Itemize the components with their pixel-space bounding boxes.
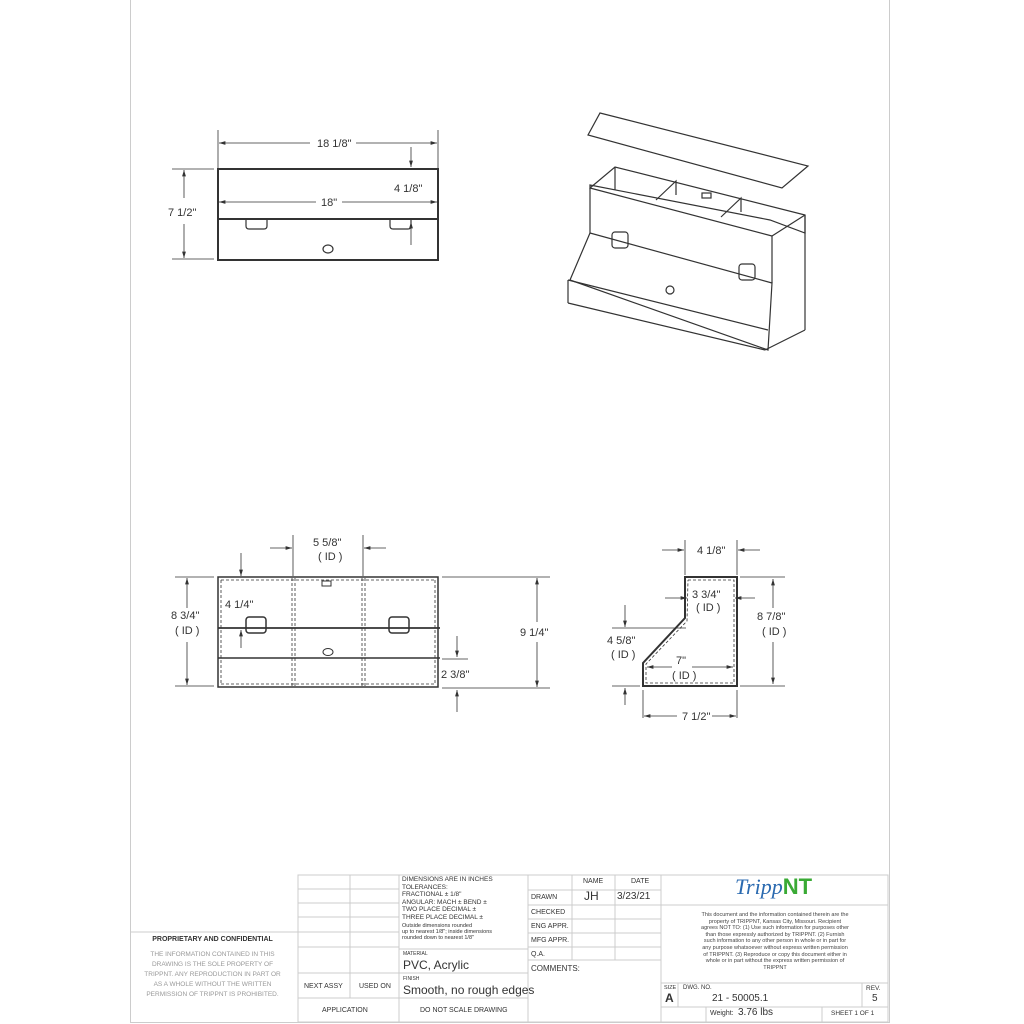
eng-appr-label: ENG APPR.: [531, 923, 569, 930]
ownership-notice: This document and the information contained therein are the property of TRIPPNT, Kansas City, Missouri. Recipient agrees NOT TO: (1) Use such information for purposes other than those expressly authorized by TRIPPNT. (2) Furnish such information to any other person in whole or in part for any purpose whatsoever without express written permission of TRIPPNT. (3) Reproduce or copy this document either in whole or in part without the express written permission of TRIPPNT: [701, 912, 849, 971]
side-view: [612, 540, 785, 718]
rev-label: REV.: [866, 985, 881, 992]
dim-side-overall-depth: 7 1/2": [682, 711, 711, 723]
tolerance-two-place: TWO PLACE DECIMAL ±: [402, 906, 477, 913]
dim-side-inner-height-note: ( ID ): [762, 626, 787, 638]
trippnt-logo: [735, 874, 812, 900]
dim-compartment-width: 5 5/8": [313, 537, 342, 549]
drawn-date: 3/23/21: [617, 891, 651, 902]
logo-script: Tripp: [735, 874, 783, 899]
weight-value: 3.76 lbs: [738, 1007, 774, 1018]
name-header: NAME: [583, 878, 604, 885]
dim-lid-depth: 4 1/8": [394, 183, 423, 195]
tolerance-angular: ANGULAR: MACH ± BEND ±: [402, 898, 487, 906]
size-label: SIZE: [664, 985, 677, 991]
used-on-label: USED ON: [359, 983, 391, 990]
tolerance-heading: TOLERANCES:: [402, 883, 448, 891]
weight-label: Weight:: [710, 1010, 734, 1017]
dim-base-inner-width: 7": [676, 655, 687, 667]
dim-base-inner-note: ( ID ): [672, 670, 697, 682]
rev-value: 5: [872, 993, 878, 1004]
date-header: DATE: [631, 878, 650, 885]
proprietary-title: PROPRIETARY AND CONFIDENTIAL: [152, 936, 273, 943]
mfg-appr-label: MFG APPR.: [531, 937, 570, 944]
rounding-note-1: Outside dimensions rounded: [402, 923, 473, 929]
do-not-scale: DO NOT SCALE DRAWING: [420, 1007, 508, 1014]
material-value: PVC, Acrylic: [403, 958, 470, 972]
checked-label: CHECKED: [531, 909, 566, 916]
drawn-label: DRAWN: [531, 894, 558, 901]
dim-compartment-note: ( ID ): [318, 551, 343, 563]
next-assy-label: NEXT ASSY: [304, 983, 343, 990]
drawn-name: JH: [584, 889, 599, 903]
dim-inner-height: 8 3/4": [171, 610, 200, 622]
dim-inner-width: 18": [321, 197, 338, 209]
finish-label: FINISH: [403, 976, 420, 982]
tolerance-fractional: FRACTIONAL ± 1/8": [402, 891, 462, 898]
dim-overall-depth: 7 1/2": [168, 207, 197, 219]
dim-side-top-width: 4 1/8": [697, 545, 726, 557]
finish-value: Smooth, no rough edges: [403, 983, 535, 997]
dwg-no-label: DWG. NO.: [683, 985, 712, 991]
application-label: APPLICATION: [322, 1007, 368, 1014]
logo-bold: NT: [782, 874, 813, 899]
dim-side-top-inner: 3 3/4": [692, 589, 721, 601]
dim-slope-height: 4 5/8": [607, 635, 636, 647]
size-value: A: [665, 991, 674, 1005]
sheet-number: SHEET 1 OF 1: [831, 1010, 875, 1017]
tolerance-units: DIMENSIONS ARE IN INCHES: [402, 876, 493, 883]
dim-inner-height-note: ( ID ): [175, 625, 200, 637]
dim-overall-width: 18 1/8": [317, 138, 352, 150]
dim-overall-height: 9 1/4": [520, 627, 549, 639]
dwg-no-value: 21 - 50005.1: [712, 993, 769, 1004]
rounding-note-2: up to nearest 1/8"; inside dimensions: [402, 929, 493, 935]
front-view: [175, 535, 550, 712]
top-view: [172, 130, 438, 260]
dim-side-inner-height: 8 7/8": [757, 611, 786, 623]
comments-label: COMMENTS:: [531, 964, 580, 973]
rounding-note-3: rounded down to nearest 1/8": [402, 935, 474, 941]
qa-label: Q.A.: [531, 951, 546, 958]
material-label: MATERIAL: [403, 951, 428, 957]
isometric-view: [568, 113, 808, 350]
dim-lid-height: 4 1/4": [225, 599, 254, 611]
tolerance-three-place: THREE PLACE DECIMAL ±: [402, 913, 483, 921]
dim-base-height: 2 3/8": [441, 669, 470, 681]
dim-side-top-inner-note: ( ID ): [696, 602, 721, 614]
dim-slope-height-note: ( ID ): [611, 649, 636, 661]
tolerances-block: [402, 876, 527, 941]
proprietary-body: THE INFORMATION CONTAINED IN THIS DRAWING IS THE SOLE PROPERTY OF TRIPPNT. ANY REPRODUCTION IN PART OR AS A WHOLE WITHOUT THE WRITTEN PERMISSION OF TRIPPNT IS PROHIBITED.: [144, 951, 281, 998]
